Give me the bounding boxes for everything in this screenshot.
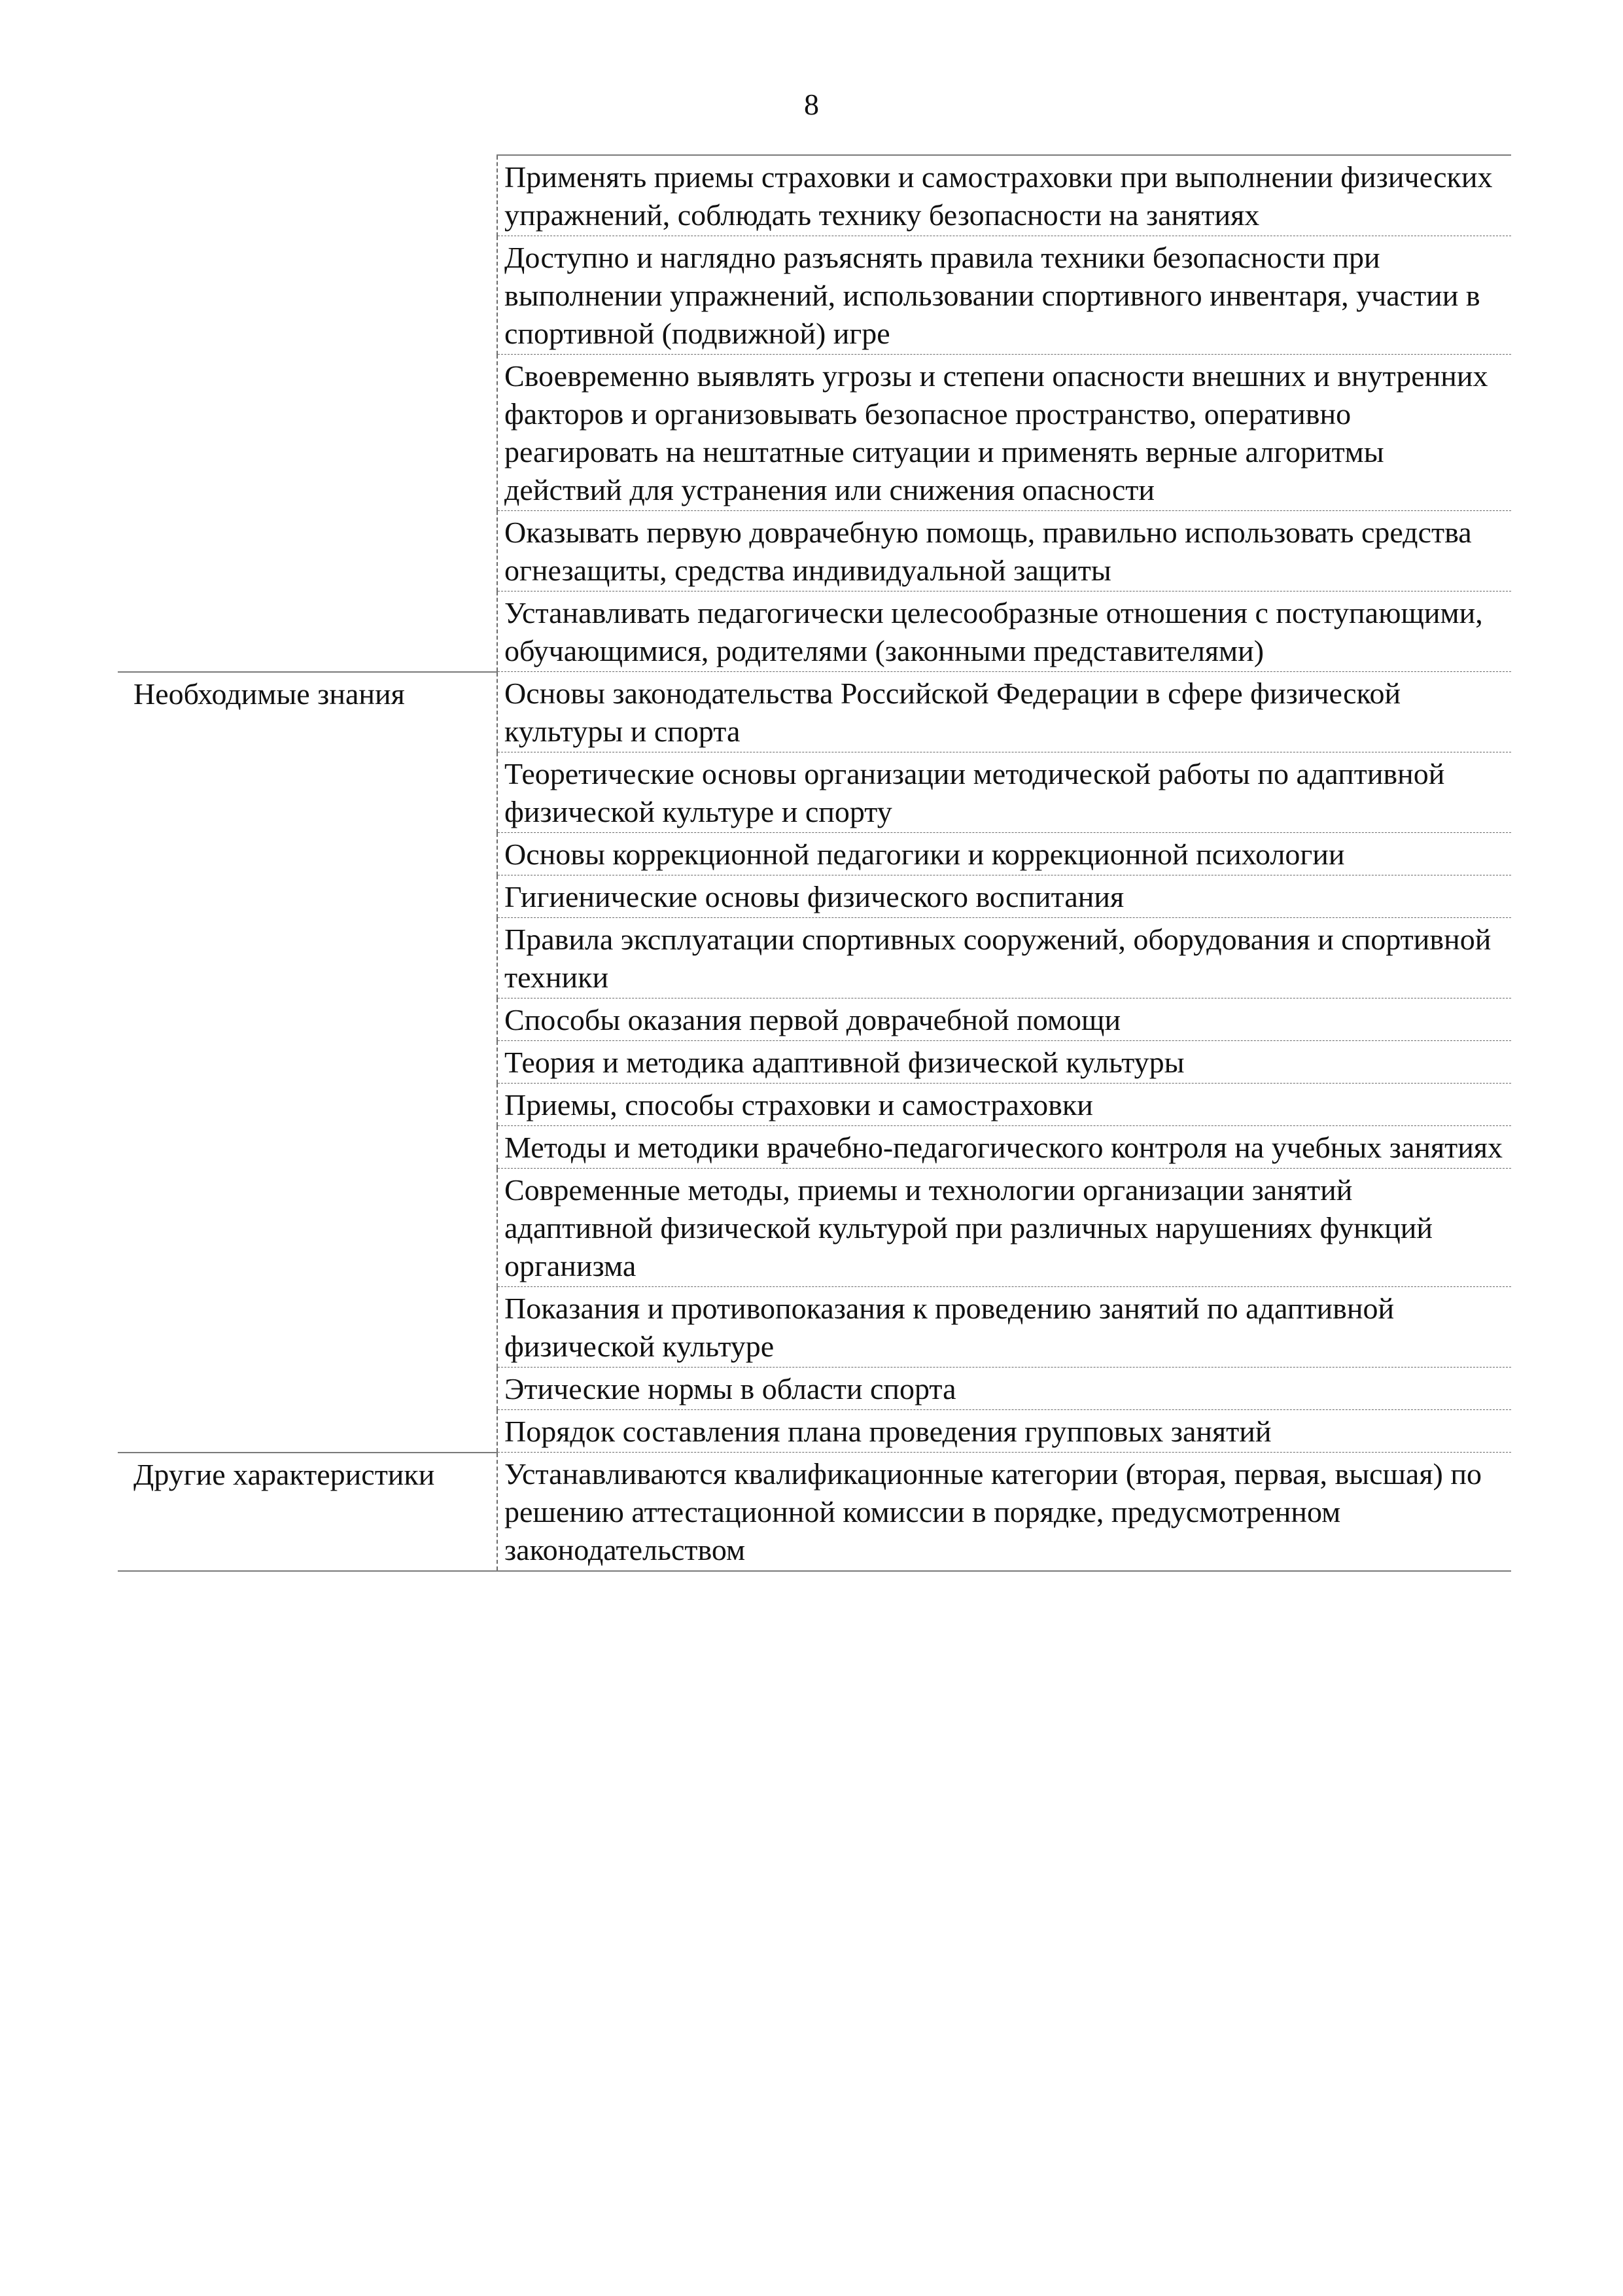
knowledge-item: Основы коррекционной педагогики и коррекционной психологии (497, 833, 1511, 875)
page-number: 8 (804, 88, 819, 121)
knowledge-item: Методы и методики врачебно-педагогического контроля на учебных занятиях (497, 1126, 1511, 1169)
knowledge-item: Теоретические основы организации методической работы по адаптивной физической культуре и спорту (497, 752, 1511, 833)
knowledge-item: Гигиенические основы физического воспитания (497, 875, 1511, 918)
other-text: Устанавливаются квалификационные категории (вторая, первая, высшая) по решению аттестационной комиссии в порядке, предусмотренном законодательством (497, 1453, 1511, 1572)
row-label (118, 511, 497, 592)
row-label (118, 236, 497, 355)
table-row (118, 511, 1511, 592)
skill-item: Доступно и наглядно разъяснять правила техники безопасности при выполнении упражнений, использовании спортивного инвентаря, участии в спортивной (подвижной) игре (497, 236, 1511, 355)
knowledge-item: Показания и противопоказания к проведению занятий по адаптивной физической культуре (497, 1287, 1511, 1368)
knowledge-item: Способы оказания первой доврачебной помощи (497, 998, 1511, 1041)
table-row (118, 155, 1511, 236)
table-row (118, 1453, 1511, 1572)
other-label: Другие характеристики (118, 1453, 497, 1572)
skill-item: Своевременно выявлять угрозы и степени опасности внешних и внутренних факторов и организовывать безопасное пространство, оперативно реагировать на нештатные ситуации и применять верные алгоритмы действий для устранения или снижения опасности (497, 355, 1511, 511)
knowledge-item: Этические нормы в области спорта (497, 1368, 1511, 1410)
table-row (118, 236, 1511, 355)
row-label (118, 155, 497, 236)
knowledge-item: Порядок составления плана проведения групповых занятий (497, 1410, 1511, 1453)
knowledge-item: Основы законодательства Российской Федерации в сфере физической культуры и спорта (497, 672, 1511, 752)
knowledge-label: Необходимые знания (118, 672, 497, 1453)
row-label (118, 592, 497, 672)
table-row (118, 355, 1511, 511)
knowledge-item: Теория и методика адаптивной физической культуры (497, 1041, 1511, 1084)
skill-item: Применять приемы страховки и самостраховки при выполнении физических упражнений, соблюдать технику безопасности на занятиях (497, 155, 1511, 236)
skill-item: Оказывать первую доврачебную помощь, правильно использовать средства огнезащиты, средства индивидуальной защиты (497, 511, 1511, 592)
knowledge-item: Приемы, способы страховки и самостраховки (497, 1084, 1511, 1126)
row-label (118, 355, 497, 511)
knowledge-item: Современные методы, приемы и технологии организации занятий адаптивной физической культурой при различных нарушениях функций организма (497, 1169, 1511, 1287)
qualification-table (118, 154, 1511, 1572)
knowledge-item: Правила эксплуатации спортивных сооружений, оборудования и спортивной техники (497, 918, 1511, 998)
table-row (118, 672, 1511, 752)
skill-item: Устанавливать педагогически целесообразные отношения с поступающими, обучающимися, родителями (законными представителями) (497, 592, 1511, 672)
table-row (118, 592, 1511, 672)
